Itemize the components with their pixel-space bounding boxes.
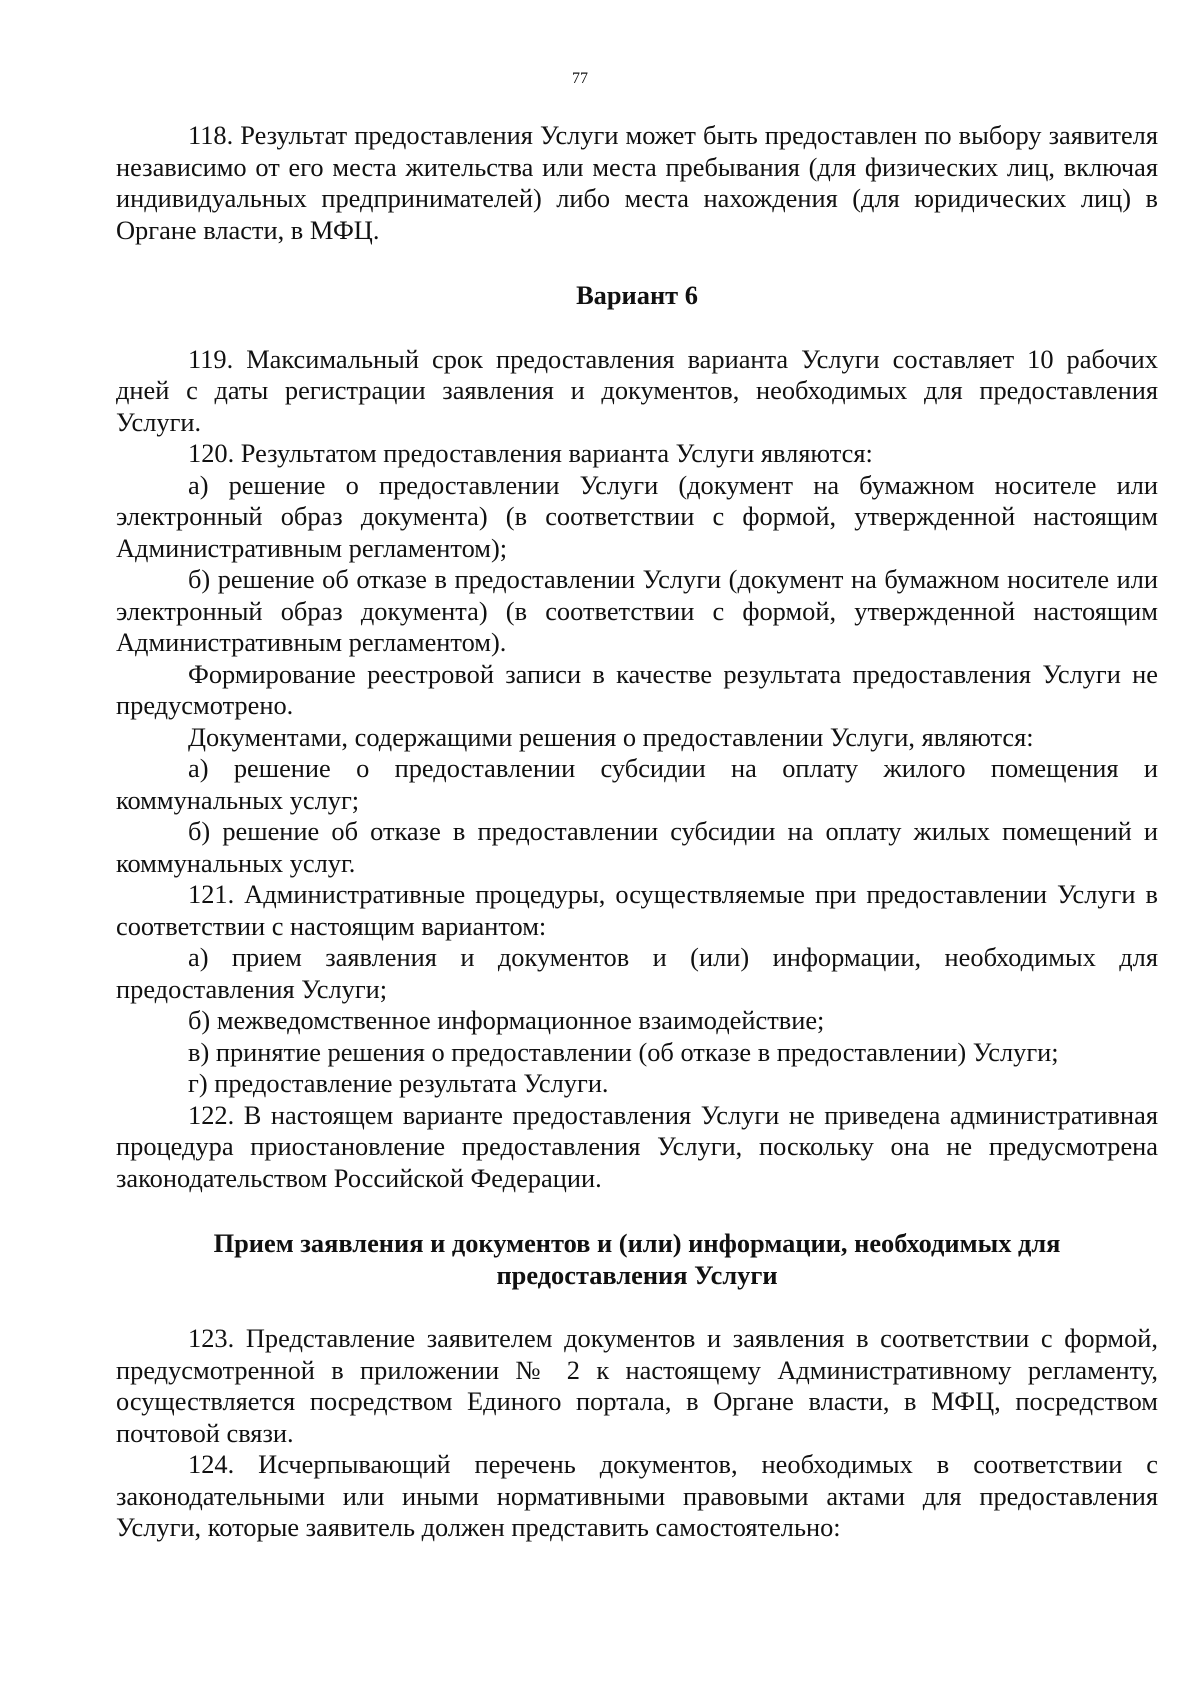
page-number: 77: [572, 70, 588, 87]
paragraph-121: 121. Административные процедуры, осуществляемые при предоставлении Услуги в соответствии с настоящим вариантом:: [116, 879, 1158, 941]
paragraph-decision-documents: Документами, содержащими решения о предоставлении Услуги, являются:: [188, 721, 1034, 752]
document-body: [116, 120, 1158, 1544]
list-item-a-reception: а) прием заявления и документов и (или) информации, необходимых для предоставления Услуги;: [116, 942, 1158, 1004]
list-item-v-decision: в) принятие решения о предоставлении (об отказе в предоставлении) Услуги;: [188, 1036, 1059, 1067]
reception-section: [116, 1323, 1158, 1544]
list-item-b-refusal: б) решение об отказе в предоставлении Услуги (документ на бумажном носителе или электронный образ документа) (в соответствии с формой, утвержденной настоящим Административным регламентом).: [116, 564, 1158, 657]
list-item-g-result: г) предоставление результата Услуги.: [188, 1068, 609, 1098]
paragraph-119: 119. Максимальный срок предоставления варианта Услуги составляет 10 рабочих дней с даты регистрации заявления и документов, необходимых для предоставления Услуги.: [116, 343, 1158, 437]
section-heading-reception: Прием заявления и документов и (или) информации, необходимых для предоставления Услуги: [213, 1228, 1061, 1290]
list-item-a-decision: а) решение о предоставлении Услуги (документ на бумажном носителе или электронный образ документа) (в соответствии с формой, утвержденной настоящим Административным регламентом);: [116, 469, 1158, 563]
paragraph-registry-record: Формирование реестровой записи в качестве результата предоставления Услуги не предусмотрено.: [116, 658, 1158, 720]
list-item-b-subsidy-refusal: б) решение об отказе в предоставлении субсидии на оплату жилых помещений и коммунальных услуг.: [116, 816, 1158, 878]
paragraph-118: 118. Результат предоставления Услуги может быть предоставлен по выбору заявителя независимо от его места жительства или места пребывания (для физических лиц, включая индивидуальных предпринимателей) либо места нахождения (для юридических лиц) в Органе власти, в МФЦ.: [116, 120, 1158, 245]
list-item-a-subsidy: а) решение о предоставлении субсидии на оплату жилого помещения и коммунальных услуг;: [116, 753, 1158, 815]
paragraph-124: 124. Исчерпывающий перечень документов, необходимых в соответствии с законодательными или иными нормативными правовыми актами для предоставления Услуги, которые заявитель должен представить самостоятельно:: [116, 1449, 1158, 1542]
list-item-b-interagency: б) межведомственное информационное взаимодействие;: [188, 1005, 825, 1035]
section-heading-variant: Вариант 6: [576, 280, 698, 310]
variant-section: [116, 344, 1158, 1195]
paragraph-123: 123. Представление заявителем документов и заявления в соответствии с формой, предусмотренной в приложении № 2 к настоящему Административному регламенту, осуществляется посредством Единого портала, в Органе власти, в МФЦ, посредством почтовой связи.: [116, 1323, 1158, 1448]
paragraph-122: 122. В настоящем варианте предоставления Услуги не приведена административная процедура приостановление предоставления Услуги, поскольку она не предусмотрена законодательством Российской Федерации.: [116, 1099, 1158, 1193]
paragraph-120: 120. Результатом предоставления варианта Услуги являются:: [188, 438, 873, 468]
